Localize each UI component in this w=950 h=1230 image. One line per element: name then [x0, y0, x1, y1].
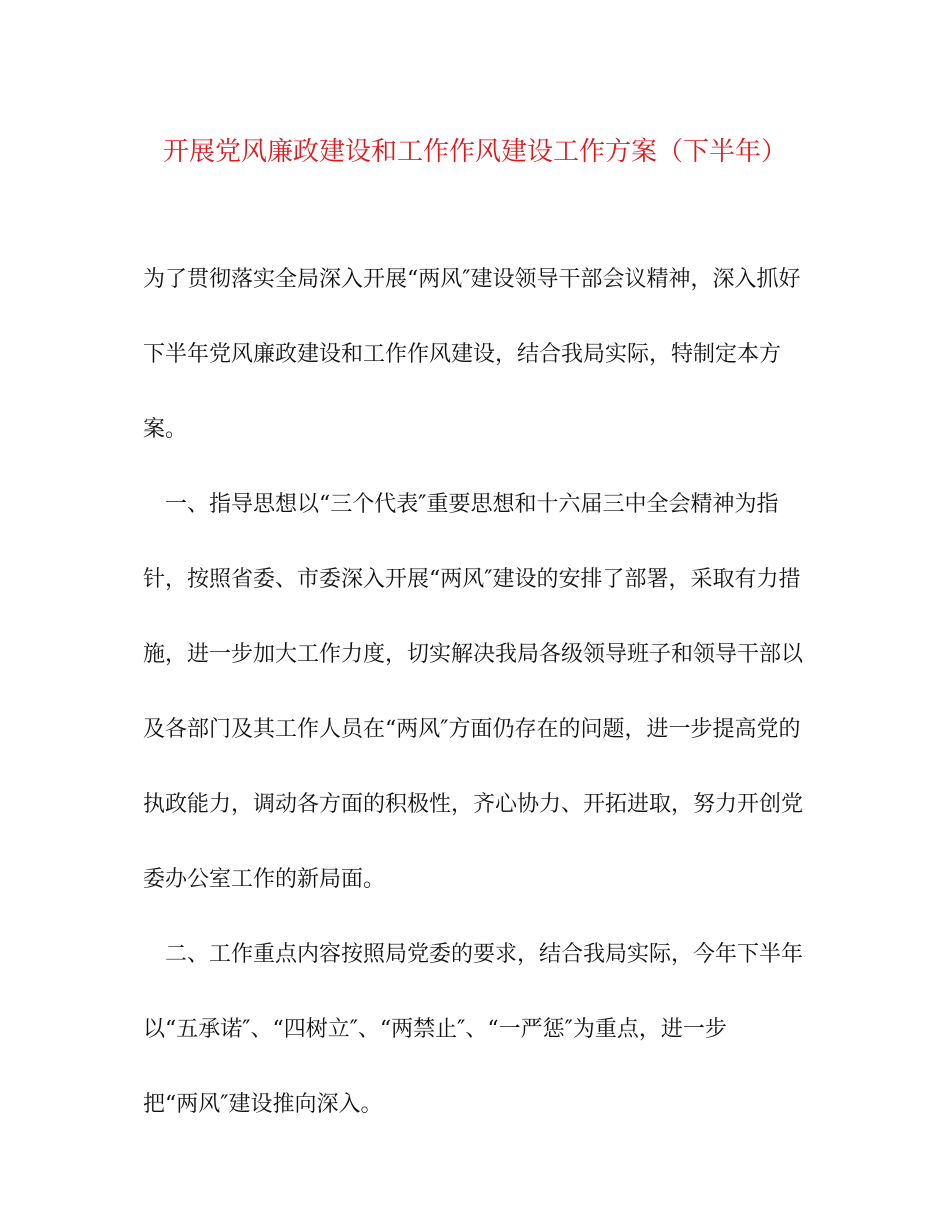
body-line-6: 施，进一步加大工作力度，切实解决我局各级领导班子和领导干部以: [143, 642, 804, 667]
body-line-9: 委办公室工作的新局面。: [143, 867, 386, 892]
document-title: 开展党风廉政建设和工作作风建设工作方案（下半年）: [162, 137, 787, 167]
body-line-8: 执政能力，调动各方面的积极性，齐心协力、开拓进取，努力开创党: [143, 792, 804, 817]
body-line-4: 一、指导思想以“三个代表″重要思想和十六届三中全会精神为指: [143, 492, 779, 517]
body-line-11: 以“五承诺″、“四树立″、“两禁止″、“一严惩″为重点，进一步: [143, 1017, 727, 1042]
body-line-5: 针，按照省委、市委深入开展“两风″建设的安排了部署，采取有力措: [143, 567, 801, 592]
body-line-3: 案。: [143, 417, 188, 442]
body-line-12: 把“两风″建设推向深入。: [143, 1092, 383, 1117]
body-line-7: 及各部门及其工作人员在“两风″方面仍存在的问题，进一步提高党的: [143, 717, 801, 742]
body-line-1: 为了贯彻落实全局深入开展“两风″建设领导干部会议精神，深入抓好: [143, 267, 801, 292]
body-line-10: 二、工作重点内容按照局党委的要求，结合我局实际，今年下半年: [143, 942, 804, 967]
body-line-2: 下半年党风廉政建设和工作作风建设，结合我局实际，特制定本方: [143, 342, 782, 367]
